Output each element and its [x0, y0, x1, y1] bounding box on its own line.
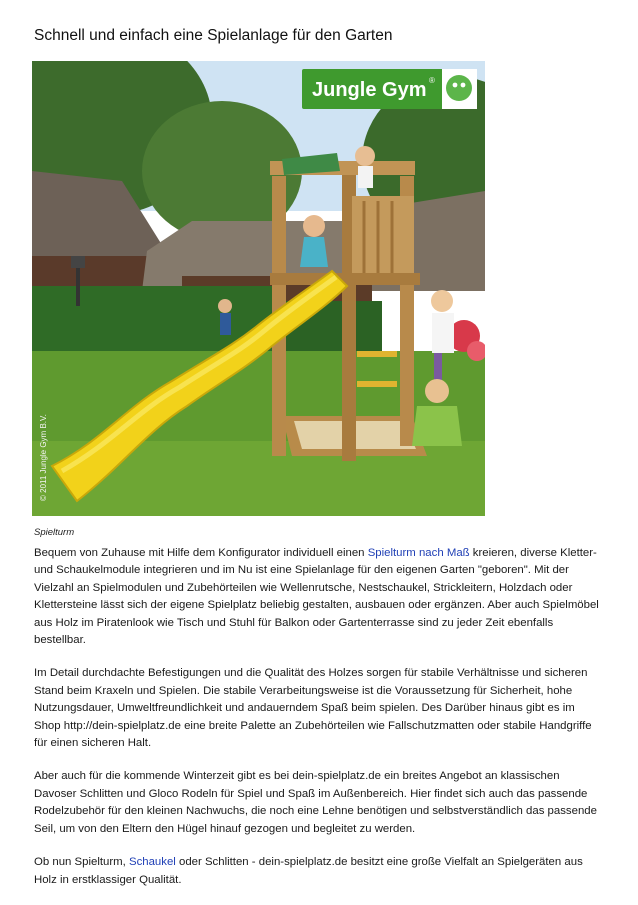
toddler [412, 406, 462, 446]
boy-background-head [218, 299, 232, 313]
article-body [34, 545, 604, 905]
rung [357, 351, 397, 357]
girl [432, 313, 454, 353]
playground-photo [32, 61, 485, 516]
logo-registered-mark: ® [429, 76, 435, 85]
photo-copyright: © 2011 Jungle Gym B.V. [39, 414, 48, 501]
paragraph-3: Aber auch für die kommende Winterzeit gibt es bei dein-spielplatz.de ein breites Angebot an klassischen Davoser Schlitten und Gloco Rodeln für Spiel und Spaß im Außenbereich. Hier findet sich auch das passende Rodelzubehör für den kleinen Nachwuchs, die noch eine Lehne benötigen und selbstverständlich das passende Seil, um von den Eltern den Hügel hinauf gezogen und begleitet zu werden. [34, 770, 597, 835]
garden-lamp [76, 266, 80, 306]
paragraph-2: Im Detail durchdachte Befestigungen und die Qualität des Holzes sorgen für stabile Verhältnisse und sicheren Stand beim Kraxeln und Spielen. Die stabile Verarbeitungsweise ist die Voraussetzung für Sicherheit, hohe Nutzungsdauer, Umweltfreundlichkeit und andauerndem Spaß beim spielen. Des Darüber hinaus gibt es im Shop http://dein-spielplatz.de eine breite Palette an Zubehörteilen wie Fallschutzmatten oder stabile Handgriffe für einen sicheren Halt. [34, 667, 592, 750]
link-schaukel[interactable]: Schaukel [128, 856, 176, 869]
paragraph-1: Bequem von Zuhause mit Hilfe dem Konfigurator individuell einen Spielturm nach Maß kreieren, diverse Kletter- und Schaukelmodule integrieren und im Nu ist eine Spielanlage für den eigenen Garten "geboren". Mit der Vielzahl an Spielmodulen und Zubehörteilen wie Wellenrutsche, Nestschaukel, Strickleitern, Holzdach oder Klettersteine lässt sich der eigene Spielplatz beliebig gestalten, ausbauen oder ergänzen. Aber auch Spielmöbel aus Holz im Piratenlook wie Tisch und Stuhl für Balkon oder Gartenterrasse sind zu jeder Zeit ebenfalls bestellbar. [34, 547, 599, 647]
child-on-slide [300, 237, 328, 267]
tower-wall [352, 196, 414, 276]
child-top [358, 166, 373, 188]
toddler-head [425, 379, 449, 403]
jungle-gym-logo [302, 69, 477, 109]
image-caption: Spielturm [34, 527, 75, 538]
child-on-slide-head [303, 215, 325, 237]
rung [357, 381, 397, 387]
link-spielturm-nach-mass[interactable]: Spielturm nach Maß [367, 547, 470, 559]
boy-background [220, 313, 231, 335]
paragraph-4: Ob nun Spielturm, Schaukel oder Schlitten - dein-spielplatz.de besitzt eine große Vielfalt an Spielgeräten aus Holz in erstklassiger Qualität. [34, 856, 583, 886]
girl-head [431, 290, 453, 312]
logo-mascot-icon [446, 75, 472, 101]
logo-text: Jungle Gym [312, 79, 427, 101]
page-title: Schnell und einfach eine Spielanlage für den Garten [34, 27, 393, 44]
child-top-head [355, 146, 375, 166]
